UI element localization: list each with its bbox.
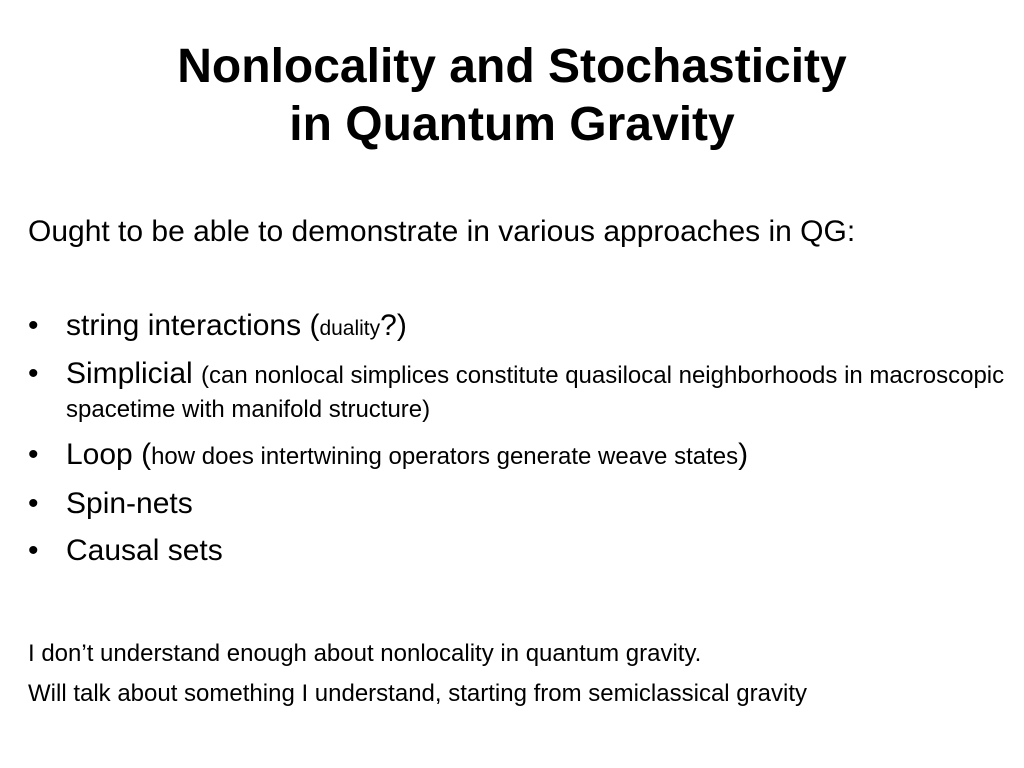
approach-list [28, 308, 1018, 580]
bullet-main-text: Spin-nets [66, 487, 193, 520]
bullet-aside-text: duality [319, 317, 381, 340]
bullet-icon: • [28, 309, 39, 342]
bullet-icon: • [28, 487, 39, 520]
slide-title [0, 38, 1024, 154]
list-item-loop [28, 437, 1018, 475]
bullet-main-text: Causal sets [66, 534, 223, 567]
list-item-string-interactions [28, 308, 1018, 347]
bullet-icon: • [28, 438, 39, 471]
bullet-main-text: Loop ( [66, 438, 152, 471]
list-item-causal-sets [28, 533, 1018, 569]
bullet-icon: • [28, 357, 39, 390]
bullet-tail-text: ) [738, 438, 749, 471]
list-item-spin-nets [28, 486, 1018, 522]
bullet-main-text: string interactions ( [66, 309, 320, 342]
closing-text-1: I don’t understand enough about nonlocality in quantum gravity. [28, 640, 702, 667]
title-line-2: in Quantum Gravity [289, 98, 735, 151]
bullet-tail-text: ?) [380, 309, 407, 342]
bullet-icon: • [28, 534, 39, 567]
bullet-aside-text: (can nonlocal simplices constitute quasilocal neighborhoods in macroscopic spacetime with manifold structure) [66, 362, 1005, 423]
closing-text-2: Will talk about something I understand, starting from semiclassical gravity [28, 680, 807, 707]
bullet-aside-text: how does intertwining operators generate weave states [151, 443, 739, 470]
bullet-main-text: Simplicial [66, 357, 202, 390]
list-item-simplicial [28, 358, 1018, 426]
intro-text: Ought to be able to demonstrate in various approaches in QG: [28, 215, 856, 248]
title-line-1: Nonlocality and Stochasticity [177, 40, 847, 93]
